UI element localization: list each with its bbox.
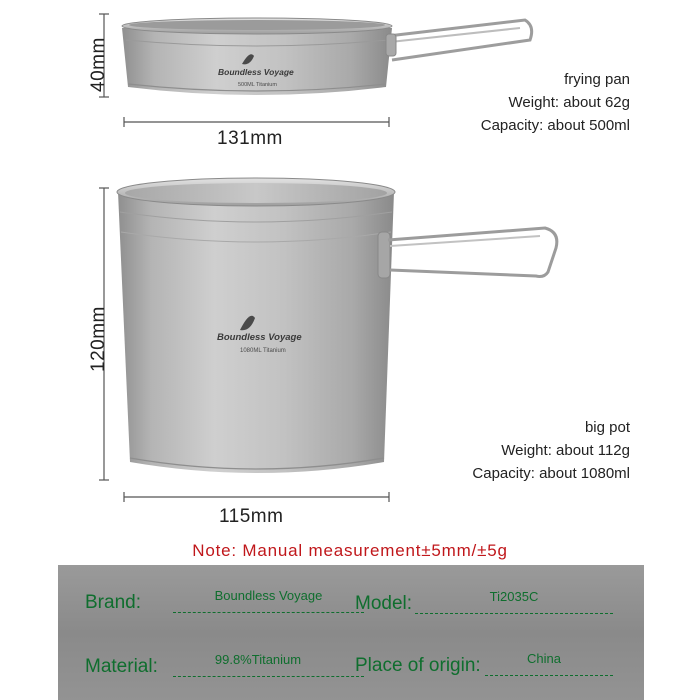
material-label: Material:	[85, 656, 158, 677]
pan-capacity: Capacity: about 500ml	[480, 117, 630, 134]
model-label: Model:	[355, 593, 413, 614]
material-underline	[173, 676, 364, 677]
pan-name: frying pan	[564, 71, 630, 88]
measurement-note: Note: Manual measurement±5mm/±5g	[192, 541, 508, 560]
pot-capacity-mark: 1080ML Titanium	[240, 348, 286, 354]
frying-pan-image	[122, 18, 532, 95]
pot-brand-mark: Boundless Voyage	[217, 332, 302, 343]
origin-underline	[485, 675, 613, 676]
pan-spec-block	[481, 68, 630, 137]
pot-height-label: 120mm	[88, 306, 109, 372]
pan-brand-mark: Boundless Voyage	[218, 67, 294, 77]
pan-capacity-mark: 500ML Titanium	[238, 82, 277, 88]
pot-width-label: 115mm	[219, 506, 284, 527]
brand-underline	[173, 612, 364, 613]
pot-spec-block	[472, 416, 630, 485]
pan-width-label: 131mm	[217, 128, 283, 149]
brand-value: Boundless Voyage	[214, 588, 323, 603]
origin-label: Place of origin:	[355, 655, 481, 676]
material-value: 99.8%Titanium	[214, 652, 302, 667]
pot-capacity: Capacity: about 1080ml	[472, 465, 630, 482]
model-underline	[415, 613, 613, 614]
pot-width-dimension	[124, 492, 389, 502]
brand-label: Brand:	[85, 592, 141, 613]
model-value: Ti2035C	[489, 589, 539, 604]
origin-value: China	[527, 651, 561, 666]
product-info-panel	[58, 565, 644, 700]
pan-width-dimension	[124, 117, 389, 127]
pot-weight: Weight: about 112g	[501, 442, 630, 459]
pan-weight: Weight: about 62g	[508, 94, 630, 111]
pot-name: big pot	[584, 419, 630, 436]
pan-height-label: 40mm	[88, 37, 109, 92]
